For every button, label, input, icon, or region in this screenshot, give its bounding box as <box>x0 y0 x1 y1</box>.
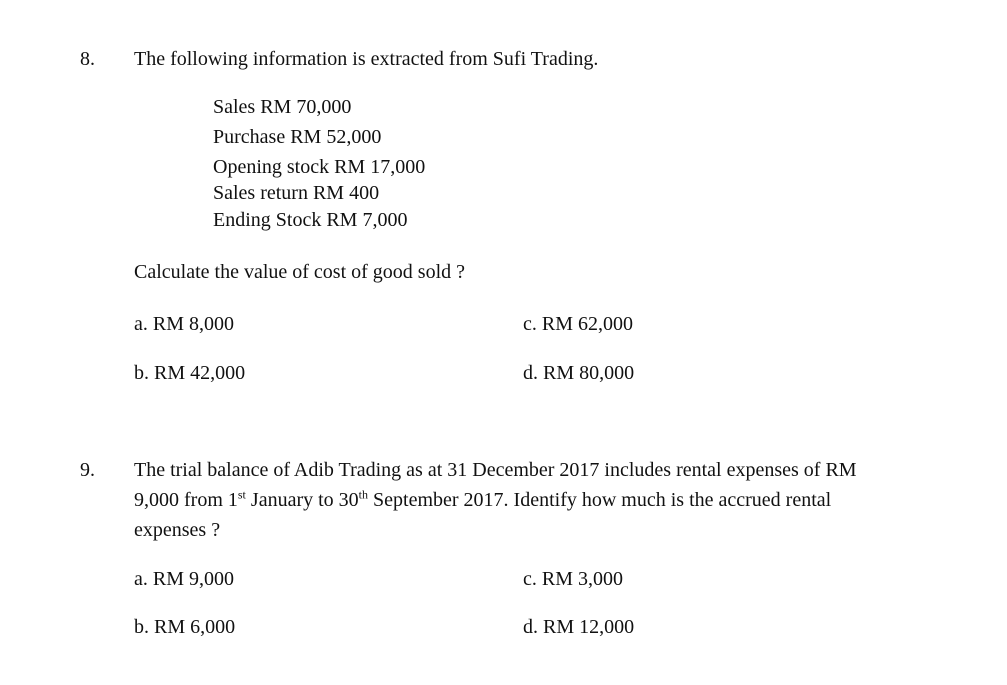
question-8-number: 8. <box>80 48 95 70</box>
question-9-line-3: expenses ? <box>134 519 221 541</box>
info-ending-stock: Ending Stock RM 7,000 <box>213 209 408 231</box>
question-8-option-b[interactable]: b. RM 42,000 <box>134 362 246 384</box>
info-sales-return: Sales return RM 400 <box>213 182 380 204</box>
question-9-option-b[interactable]: b. RM 6,000 <box>134 616 236 638</box>
question-8-option-c[interactable]: c. RM 62,000 <box>523 313 633 335</box>
question-8-option-a[interactable]: a. RM 8,000 <box>134 313 234 335</box>
question-8-option-d[interactable]: d. RM 80,000 <box>523 362 635 384</box>
question-9-number: 9. <box>80 459 95 481</box>
question-9-line-2 <box>134 487 832 511</box>
info-opening-stock: Opening stock RM 17,000 <box>213 156 426 178</box>
question-8-intro: The following information is extracted from Sufi Trading. <box>134 48 599 70</box>
question-9-option-a[interactable]: a. RM 9,000 <box>134 568 234 590</box>
question-9-line-1: The trial balance of Adib Trading as at 31 December 2017 includes rental expenses of RM <box>134 459 857 481</box>
question-9-option-c[interactable]: c. RM 3,000 <box>523 568 623 590</box>
question-9-line-2-part-c: September 2017. Identify how much is the accrued rental <box>368 489 832 511</box>
superscript-st: st <box>237 487 246 502</box>
question-9-line-2-part-b: January to 30 <box>245 489 359 511</box>
info-sales: Sales RM 70,000 <box>213 96 352 118</box>
question-9-option-d[interactable]: d. RM 12,000 <box>523 616 635 638</box>
question-9-line-2-part-a: 9,000 from 1 <box>134 489 238 511</box>
superscript-th: th <box>358 487 369 502</box>
question-8-prompt: Calculate the value of cost of good sold ? <box>134 261 466 283</box>
info-purchase: Purchase RM 52,000 <box>213 126 382 148</box>
